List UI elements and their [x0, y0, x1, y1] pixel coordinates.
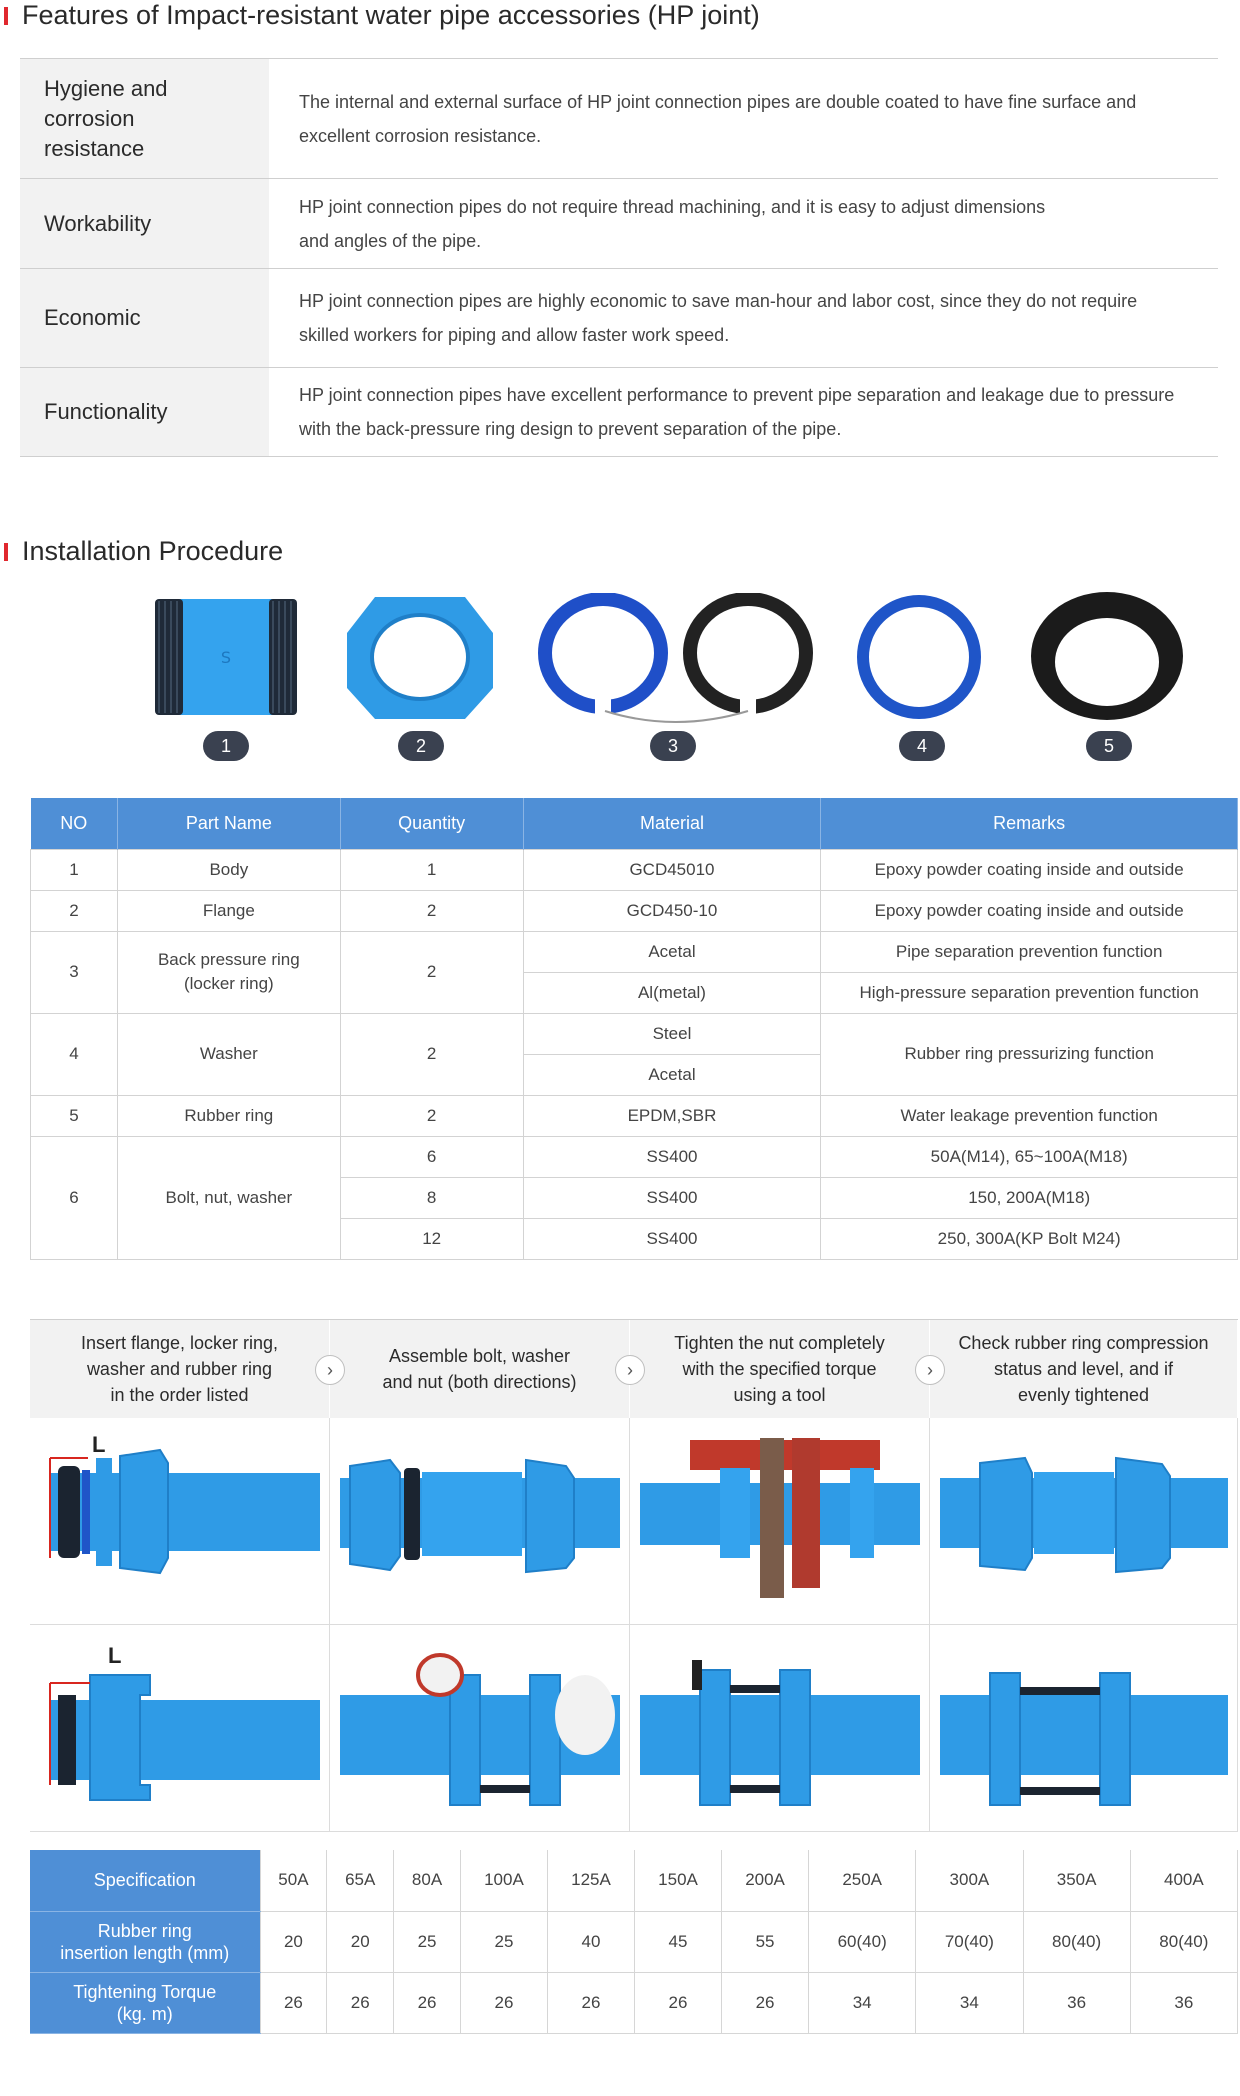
- torque-value: 26: [260, 1972, 327, 2033]
- torque-value: 36: [1023, 1972, 1130, 2033]
- cell-no: 2: [31, 890, 118, 931]
- spec-size: 400A: [1130, 1850, 1237, 1911]
- table-row: [31, 931, 1238, 972]
- features-title: [0, 0, 760, 31]
- locker-rings-image: [535, 593, 820, 723]
- spec-row-sizes: [30, 1850, 1238, 1911]
- spec-size: 250A: [809, 1850, 916, 1911]
- torque-value: 26: [547, 1972, 634, 2033]
- parts-table-header: [31, 798, 1238, 849]
- step-2-title: [330, 1320, 630, 1418]
- feature-body: The internal and external surface of HP joint connection pipes are double coated to have fine surface and excellent corrosion resistance.: [299, 91, 1137, 146]
- part-badge-3: 3: [650, 731, 696, 761]
- insertion-value: 20: [260, 1911, 327, 1972]
- col-remarks: Remarks: [821, 798, 1238, 849]
- step-line: Insert flange, locker ring,: [80, 1333, 279, 1353]
- spec-row-torque: [30, 1972, 1238, 2033]
- part-badge-2: 2: [398, 731, 444, 761]
- cell-no: 6: [31, 1136, 118, 1259]
- step-line: Check rubber ring compression: [958, 1333, 1209, 1353]
- chevron-right-icon: ›: [915, 1355, 945, 1385]
- torque-value: 26: [722, 1972, 809, 2033]
- torque-value: 26: [460, 1972, 547, 2033]
- cell-mat: GCD45010: [523, 849, 821, 890]
- part-badge-1: 1: [203, 731, 249, 761]
- insertion-value: 25: [394, 1911, 461, 1972]
- feature-body: HP joint connection pipes have excellent performance to prevent pipe separation and leakage due to pressure with the back-pressure ring design to prevent separation of the pipe.: [299, 385, 1175, 439]
- feature-row-economic: [20, 269, 1218, 368]
- torque-value: 26: [635, 1972, 722, 2033]
- feature-row-workability: [20, 179, 1218, 269]
- spec-label: Specification: [30, 1850, 260, 1911]
- install-title-text: Installation Procedure: [22, 536, 284, 566]
- col-part-name: Part Name: [117, 798, 340, 849]
- step-line: using a tool: [733, 1385, 826, 1405]
- insertion-value: 55: [722, 1911, 809, 1972]
- title-marker: [4, 543, 8, 561]
- col-material: Material: [523, 798, 821, 849]
- cell-mat: SS400: [523, 1177, 821, 1218]
- cell-rem: 50A(M14), 65~100A(M18): [821, 1136, 1238, 1177]
- title-marker: [4, 7, 8, 25]
- step-line: Tighten the nut completely: [674, 1333, 885, 1353]
- cell-qty: 8: [340, 1177, 523, 1218]
- insertion-label: [30, 1911, 260, 1972]
- step-4-photo-bottom: [930, 1625, 1238, 1832]
- cell-name: Washer: [117, 1013, 340, 1095]
- step-line: Assemble bolt, washer: [388, 1346, 571, 1366]
- cell-mat: Acetal: [523, 1054, 821, 1095]
- table-row: [31, 1095, 1238, 1136]
- features-title-text: Features of Impact-resistant water pipe accessories (HP joint): [22, 0, 760, 30]
- cell-name: Bolt, nut, washer: [117, 1136, 340, 1259]
- insertion-value: 40: [547, 1911, 634, 1972]
- cell-name: Rubber ring: [117, 1095, 340, 1136]
- insertion-value: 20: [327, 1911, 394, 1972]
- name-line: (locker ring): [183, 974, 274, 993]
- feature-row-functionality: [20, 368, 1218, 457]
- cell-no: 4: [31, 1013, 118, 1095]
- step-line: in the order listed: [110, 1385, 249, 1405]
- cell-rem: 250, 300A(KP Bolt M24): [821, 1218, 1238, 1259]
- part-badge-5: 5: [1086, 731, 1132, 761]
- spec-size: 65A: [327, 1850, 394, 1911]
- dimension-label: L: [92, 1432, 106, 1457]
- torque-value: 34: [916, 1972, 1023, 2033]
- cell-rem: Water leakage prevention function: [821, 1095, 1238, 1136]
- step-line: and nut (both directions): [382, 1372, 577, 1392]
- cell-rem: Epoxy powder coating inside and outside: [821, 849, 1238, 890]
- label-line: Rubber ring: [97, 1920, 192, 1941]
- feature-head: Hygiene and corrosion resistance: [20, 59, 269, 178]
- feature-head: Economic: [20, 269, 269, 367]
- spec-size: 125A: [547, 1850, 634, 1911]
- torque-value: 26: [327, 1972, 394, 2033]
- spec-table: [30, 1850, 1238, 2034]
- features-table: [20, 58, 1218, 457]
- insertion-value: 60(40): [809, 1911, 916, 1972]
- spec-size: 350A: [1023, 1850, 1130, 1911]
- label-line: insertion length (mm): [60, 1942, 230, 1963]
- cell-qty: 2: [340, 1095, 523, 1136]
- col-no: NO: [31, 798, 118, 849]
- torque-label: [30, 1972, 260, 2033]
- table-row: [31, 849, 1238, 890]
- spec-size: 300A: [916, 1850, 1023, 1911]
- cell-mat: EPDM,SBR: [523, 1095, 821, 1136]
- flange-image: [345, 593, 495, 723]
- torque-value: 34: [809, 1972, 916, 2033]
- step-line: status and level, and if: [993, 1359, 1174, 1379]
- insertion-value: 25: [460, 1911, 547, 1972]
- step-4-title: [930, 1320, 1238, 1418]
- feature-row-hygiene: [20, 59, 1218, 179]
- cell-mat: GCD450-10: [523, 890, 821, 931]
- rubber-ring-image: [1025, 590, 1190, 725]
- installation-steps: [30, 1319, 1238, 1832]
- feature-body: HP joint connection pipes do not require thread machining, and it is easy to adjust dimensions and angles of the pipe.: [299, 196, 1046, 251]
- torque-value: 36: [1130, 1972, 1237, 2033]
- table-row: [31, 1136, 1238, 1177]
- table-row: [31, 890, 1238, 931]
- body-pipe-image: [145, 593, 305, 721]
- insertion-value: 80(40): [1130, 1911, 1237, 1972]
- cell-mat: SS400: [523, 1136, 821, 1177]
- parts-gallery: [0, 585, 1240, 765]
- cell-no: 5: [31, 1095, 118, 1136]
- step-1-photo-top: [30, 1418, 330, 1625]
- part-badge-4: 4: [899, 731, 945, 761]
- washer-image: [855, 593, 985, 723]
- label-line: Tightening Torque: [73, 1981, 217, 2002]
- spec-size: 80A: [394, 1850, 461, 1911]
- cell-mat: SS400: [523, 1218, 821, 1259]
- cell-name: Body: [117, 849, 340, 890]
- feature-head: Functionality: [20, 368, 269, 456]
- torque-value: 26: [394, 1972, 461, 2033]
- cell-mat: Al(metal): [523, 972, 821, 1013]
- insertion-value: 45: [635, 1911, 722, 1972]
- cell-rem: High-pressure separation prevention function: [821, 972, 1238, 1013]
- cell-name: [117, 931, 340, 1013]
- cell-mat: Acetal: [523, 931, 821, 972]
- step-3-title: [630, 1320, 930, 1418]
- feature-body: HP joint connection pipes are highly economic to save man-hour and labor cost, since they do not require skilled workers for piping and allow faster work speed.: [299, 291, 1138, 345]
- chevron-right-icon: ›: [615, 1355, 645, 1385]
- col-quantity: Quantity: [340, 798, 523, 849]
- spec-row-insertion: [30, 1911, 1238, 1972]
- cell-rem: Rubber ring pressurizing function: [821, 1013, 1238, 1095]
- step-4-photo-top: [930, 1418, 1238, 1625]
- cell-qty: 2: [340, 1013, 523, 1095]
- spec-size: 150A: [635, 1850, 722, 1911]
- chevron-right-icon: ›: [315, 1355, 345, 1385]
- step-2-photo-bottom: [330, 1625, 630, 1832]
- cell-no: 3: [31, 931, 118, 1013]
- cell-mat: Steel: [523, 1013, 821, 1054]
- step-1-title: [30, 1320, 330, 1418]
- cell-qty: 2: [340, 931, 523, 1013]
- spec-size: 200A: [722, 1850, 809, 1911]
- cell-qty: 12: [340, 1218, 523, 1259]
- cell-name: Flange: [117, 890, 340, 931]
- install-title: [0, 536, 283, 567]
- insertion-value: 80(40): [1023, 1911, 1130, 1972]
- step-line: washer and rubber ring: [86, 1359, 273, 1379]
- parts-table: [30, 798, 1238, 1260]
- cell-qty: 6: [340, 1136, 523, 1177]
- step-2-photo-top: [330, 1418, 630, 1625]
- step-3-photo-top: [630, 1418, 930, 1625]
- svg-text:S: S: [220, 648, 232, 667]
- spec-size: 50A: [260, 1850, 327, 1911]
- cell-qty: 1: [340, 849, 523, 890]
- cell-qty: 2: [340, 890, 523, 931]
- table-row: [31, 1013, 1238, 1054]
- name-line: Back pressure ring: [157, 950, 300, 969]
- cell-rem: Pipe separation prevention function: [821, 931, 1238, 972]
- cell-rem: 150, 200A(M18): [821, 1177, 1238, 1218]
- step-1-photo-bottom: [30, 1625, 330, 1832]
- label-line: (kg. m): [116, 2003, 173, 2024]
- insertion-value: 70(40): [916, 1911, 1023, 1972]
- dimension-label: L: [108, 1643, 122, 1668]
- cell-no: 1: [31, 849, 118, 890]
- step-3-photo-bottom: [630, 1625, 930, 1832]
- step-line: evenly tightened: [1017, 1385, 1150, 1405]
- step-line: with the specified torque: [682, 1359, 877, 1379]
- cell-rem: Epoxy powder coating inside and outside: [821, 890, 1238, 931]
- spec-size: 100A: [460, 1850, 547, 1911]
- feature-head: Workability: [20, 179, 269, 268]
